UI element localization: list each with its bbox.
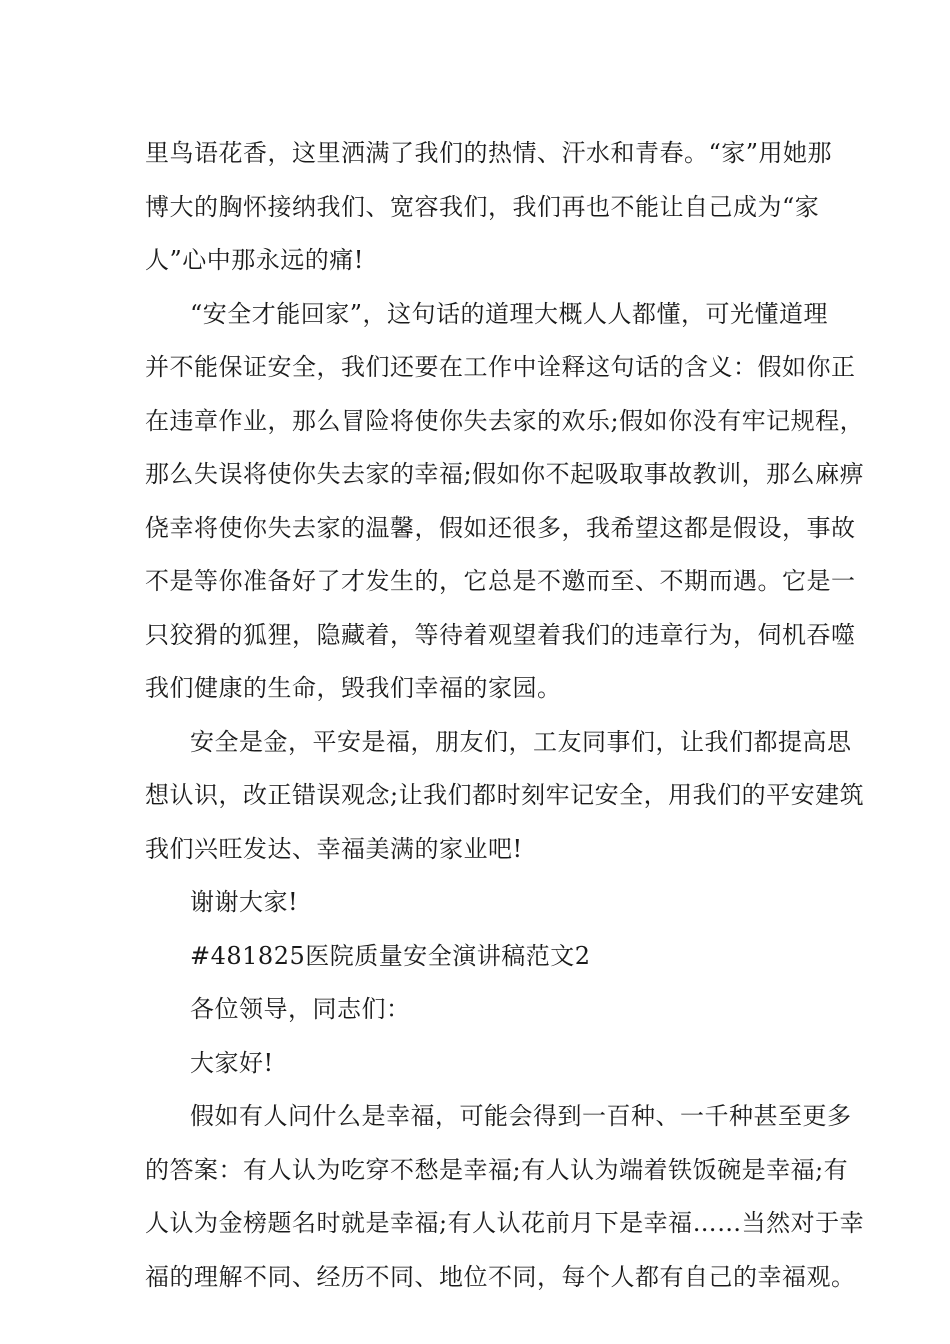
text-line: 谢谢大家! (190, 888, 299, 916)
salutation: 各位领导，同志们： (190, 995, 411, 1023)
greeting: 大家好! (190, 1049, 274, 1077)
text-line: 人认为金榜题名时就是幸福;有人认花前月下是幸福……当然对于幸 (145, 1209, 865, 1237)
text-line: 只狡猾的狐狸，隐藏着，等待着观望着我们的违章行为，伺机吞噬 (145, 621, 856, 649)
text-line: 我们兴旺发达、幸福美满的家业吧! (145, 835, 523, 863)
text-line: 博大的胸怀接纳我们、宽容我们，我们再也不能让自己成为“家 (145, 193, 820, 221)
text-line: 想认识，改正错误观念;让我们都时刻牢记安全，用我们的平安建筑 (145, 781, 865, 809)
text-line: 侥幸将使你失去家的温馨，假如还很多，我希望这都是假设，事故 (145, 514, 856, 542)
text-line: 假如有人问什么是幸福，可能会得到一百种、一千种甚至更多 (190, 1102, 852, 1130)
text-line: 在违章作业，那么冒险将使你失去家的欢乐;假如你没有牢记规程， (145, 407, 865, 435)
section-heading: #481825医院质量安全演讲稿范文2 (190, 942, 591, 970)
text-line: 人”心中那永远的痛! (145, 246, 364, 274)
text-line: 的答案：有人认为吃穿不愁是幸福;有人认为端着铁饭碗是幸福;有 (145, 1156, 849, 1184)
text-line: 福的理解不同、经历不同、地位不同，每个人都有自己的幸福观。 (145, 1263, 856, 1291)
text-line: “安全才能回家”，这句话的道理大概人人都懂，可光懂道理 (190, 300, 829, 328)
text-line: 里鸟语花香，这里洒满了我们的热情、汗水和青春。“家”用她那 (145, 139, 833, 167)
text-line: 不是等你准备好了才发生的，它总是不邀而至、不期而遇。它是一 (145, 567, 856, 595)
text-line: 并不能保证安全，我们还要在工作中诠释这句话的含义：假如你正 (145, 353, 856, 381)
text-line: 我们健康的生命，毁我们幸福的家园。 (145, 674, 562, 702)
text-line: 那么失误将使你失去家的幸福;假如你不起吸取事故教训，那么麻痹 (145, 460, 865, 488)
text-line: 安全是金，平安是福，朋友们，工友同事们，让我们都提高思 (190, 728, 852, 756)
